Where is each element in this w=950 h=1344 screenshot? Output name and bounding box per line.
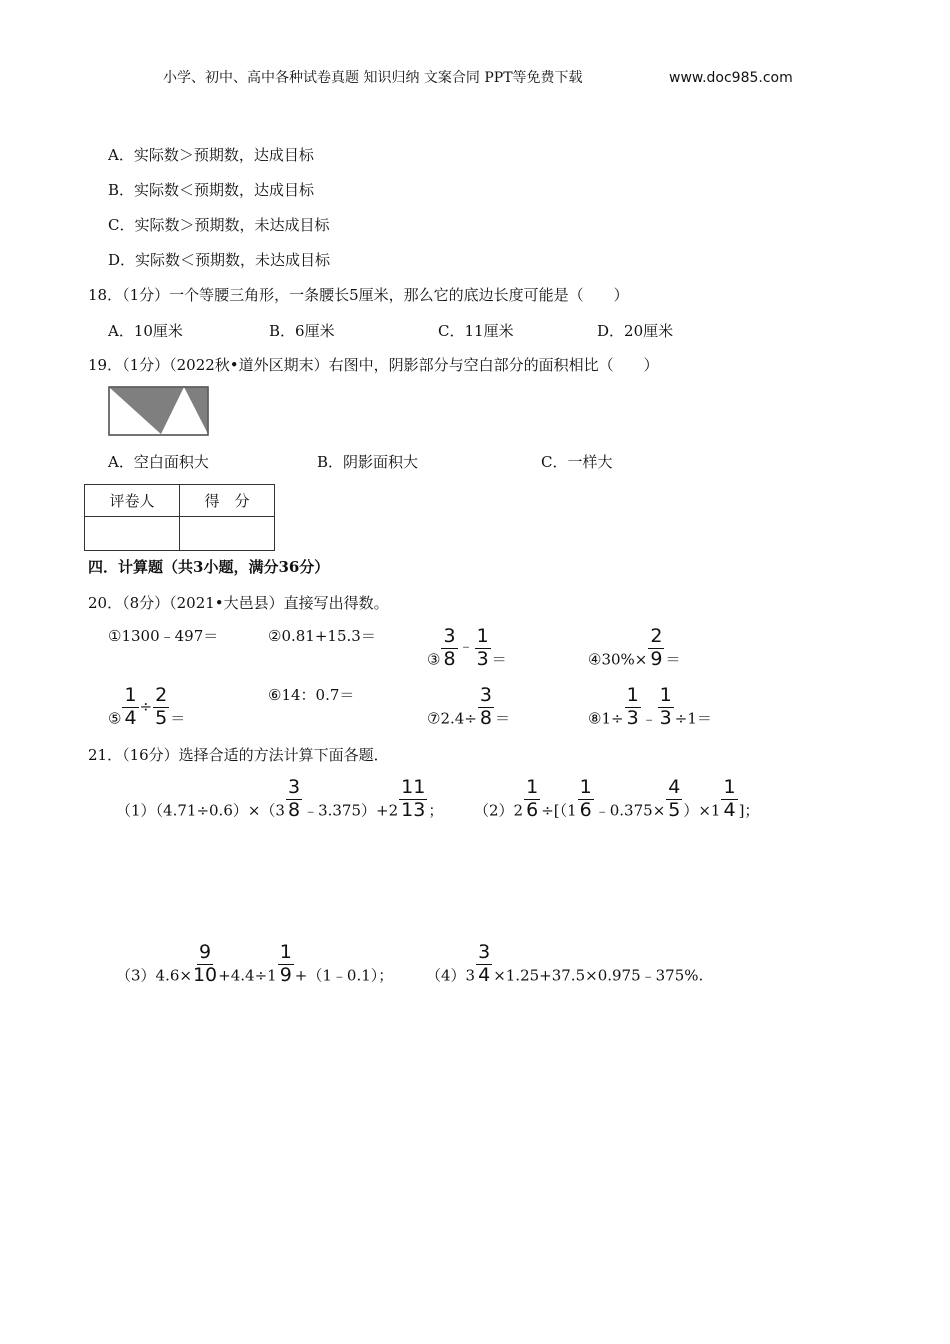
fraction: $\frac{9}{10}$ (192, 941, 218, 986)
q19-option-c: C．一样大 (541, 453, 613, 471)
q19-shaded-rectangle-figure (108, 386, 209, 436)
fraction: $\frac{1}{6}$ (526, 776, 539, 821)
q17-option-c: C．实际数＞预期数，未达成目标 (108, 216, 330, 234)
q21-part-4: （4）3 $\frac{3}{4}$ ×1.25+37.5×0.975﹣375%. (426, 941, 704, 986)
grader-cell[interactable] (85, 517, 180, 551)
fraction: $\frac{3}{8}$ (479, 684, 492, 729)
fraction: $\frac{1}{4}$ (124, 684, 137, 729)
q21-part-2: （2）2 $\frac{1}{6}$ ÷[（1 $\frac{1}{6}$ ﹣0.375× $\frac{4}{5}$ ）×1 $\frac{1}{4}$ ]； (474, 776, 760, 821)
fraction: $\frac{1}{9}$ (279, 941, 292, 986)
q20-stem: 20．（8分）（2021•大邑县）直接写出得数。 (88, 594, 389, 612)
site-url: www.doc985.com (669, 70, 793, 86)
q19-option-b: B．阴影面积大 (317, 453, 419, 471)
q20-item-5: ⑤ $\frac{1}{4}$ ÷ $\frac{2}{5}$ ＝ (108, 684, 186, 729)
grader-score-table (84, 484, 275, 551)
q20-item-8: ⑧1÷ $\frac{1}{3}$ ﹣ $\frac{1}{3}$ ÷1＝ (588, 684, 712, 729)
q21-part-1: （1）（4.71÷0.6）×（3 $\frac{3}{8}$ ﹣3.375）+2 $\frac{11}{13}$ ； (116, 776, 444, 821)
fraction: $\frac{1}{3}$ (626, 684, 639, 729)
q18-option-a: A．10厘米 (108, 322, 183, 340)
q20-item-2: ②0.81+15.3＝ (268, 627, 376, 645)
q20-item-7: ⑦2.4÷ $\frac{3}{8}$ ＝ (427, 684, 510, 729)
q18-option-b: B．6厘米 (269, 322, 335, 340)
score-cell[interactable] (180, 517, 275, 551)
fraction: $\frac{1}{3}$ (659, 684, 672, 729)
q19-stem: 19．（1分）（2022秋•道外区期末）右图中，阴影部分与空白部分的面积相比（ ） (88, 356, 659, 374)
fraction: $\frac{3}{4}$ (478, 941, 491, 986)
q20-item-4: ④30%× $\frac{2}{9}$ ＝ (588, 625, 681, 670)
q20-item-1: ①1300﹣497＝ (108, 627, 219, 645)
fraction: $\frac{3}{8}$ (443, 625, 456, 670)
q20-item-6: ⑥14：0.7＝ (268, 686, 355, 704)
q21-part-3: （3）4.6× $\frac{9}{10}$ +4.4÷1 $\frac{1}{9}$ +（1﹣0.1）； (116, 941, 394, 986)
fraction: $\frac{2}{5}$ (155, 684, 168, 729)
q18-stem: 18．（1分）一个等腰三角形，一条腰长5厘米，那么它的底边长度可能是（ ） (88, 286, 629, 304)
q18-option-d: D．20厘米 (597, 322, 674, 340)
score-header: 得 分 (180, 485, 275, 517)
fraction: $\frac{4}{5}$ (668, 776, 681, 821)
fraction: $\frac{2}{9}$ (650, 625, 663, 670)
q20-item-3: ③ $\frac{3}{8}$ ﹣ $\frac{1}{3}$ ＝ (427, 625, 507, 670)
fraction: $\frac{1}{6}$ (579, 776, 592, 821)
q18-option-c: C．11厘米 (438, 322, 514, 340)
section-title: 四．计算题（共3小题，满分36分） (88, 558, 330, 576)
fraction: $\frac{11}{13}$ (401, 776, 426, 821)
fraction: $\frac{3}{8}$ (287, 776, 301, 821)
grader-header: 评卷人 (85, 485, 180, 517)
fraction: $\frac{1}{4}$ (723, 776, 736, 821)
site-banner-text: 小学、初中、高中各种试卷真题 知识归纳 文案合同 PPT等免费下载 (163, 70, 583, 86)
q17-option-d: D．实际数＜预期数，未达成目标 (108, 251, 331, 269)
q21-stem: 21．（16分）选择合适的方法计算下面各题． (88, 746, 389, 764)
q17-option-a: A．实际数＞预期数，达成目标 (108, 146, 314, 164)
q19-option-a: A．空白面积大 (108, 453, 209, 471)
fraction: $\frac{1}{3}$ (476, 625, 489, 670)
q17-option-b: B．实际数＜预期数，达成目标 (108, 181, 315, 199)
